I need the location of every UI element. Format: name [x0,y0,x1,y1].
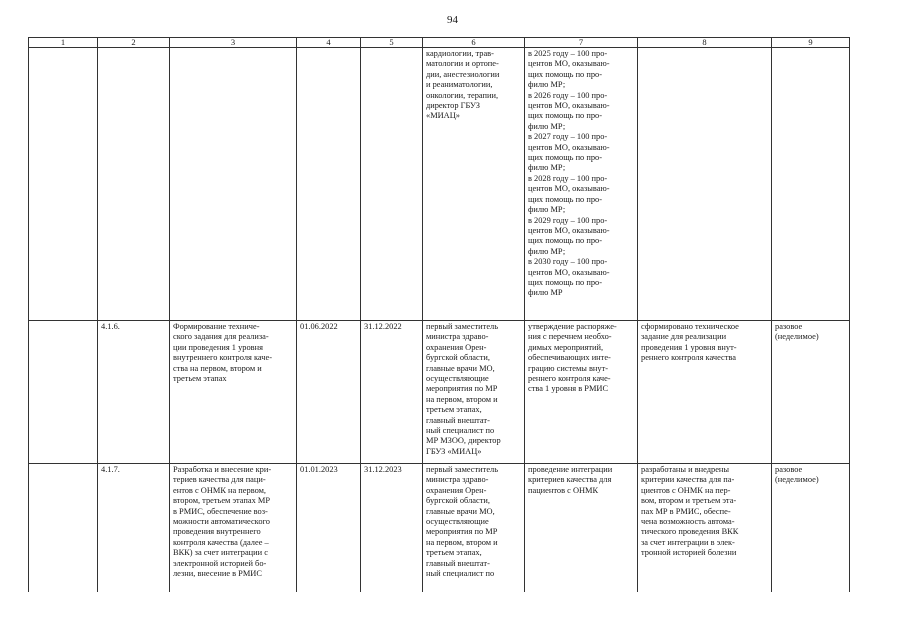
cell-text-line: «МИАЦ» [426,111,460,121]
cell-text-line: лезни, внесение в РМИС [173,569,262,579]
cell-text-line: критериев качества для [528,475,612,485]
cell-text-line: в 2027 году – 100 про- [528,132,608,142]
cell-text-line: тронной историей болезни [641,548,737,558]
cell-text-line: и реаниматологии, [426,80,493,90]
cell-text-line: филю МР [528,288,563,298]
result-cell [638,464,772,593]
item-code-cell [98,48,170,321]
row-number-cell [29,48,98,321]
cell-text-line: ный специалист по [426,569,495,579]
cell-text-line: задание для реализации [641,332,727,342]
cell-text-line: (неделимое) [775,332,819,342]
cell-text-line: критерии качества для па- [641,475,735,485]
cell-text-line: контроля качества (далее – [173,537,269,547]
cell-text-line: Формирование техниче- [173,322,260,331]
cell-text-line: третьем этапах, [426,405,482,415]
cell-text-line: министра здраво- [426,475,489,485]
cell-text-line: тического проведения ВКК [641,527,739,537]
cell-text-line: МР МЗОО, директор [426,436,501,446]
cell-text-line: 4.1.7. [101,465,120,474]
indicator-cell [525,464,638,593]
cell-text-line: чена возможность автома- [641,517,735,527]
cell-text-line: на первом, втором и [426,537,498,547]
column-header-9: 9 [772,38,850,48]
cell-text-line: в 2028 году – 100 про- [528,173,608,183]
cell-text-line: ции проведения 1 уровня [173,342,263,352]
header-row [29,38,850,48]
end-date-cell [361,48,423,321]
cell-text-line: реннего контроля качества [641,353,736,363]
cell-text-line: проведения 1 уровня внут- [641,342,737,352]
end-date-cell [361,464,423,593]
cell-text-line: директор ГБУЗ [426,101,480,111]
cell-text-line: (неделимое) [775,475,819,485]
cell-text-line: проведения внутреннего [173,527,261,537]
cell-text-line: в 2025 году – 100 про- [528,49,608,58]
cell-text-line: ского задания для реализа- [173,332,269,342]
cell-text-line: первый заместитель [426,322,499,331]
cell-text-line: димых мероприятий, [528,342,604,352]
cell-text-line: 4.1.6. [101,322,120,331]
cell-text-line: на первом, втором и [426,394,498,404]
cell-text-line: 31.12.2023 [364,465,402,474]
cell-text-line: ентов с ОНМК на первом, [173,485,267,495]
cell-text-line: в 2026 году – 100 про- [528,90,608,100]
cell-text-line: центов МО, оказываю- [528,101,610,111]
result-type-cell [772,464,850,593]
end-date-cell [361,321,423,464]
cell-text-line: кардиологии, трав- [426,49,494,58]
cell-text-line: главный внештат- [426,415,490,425]
cell-text-line: Разработка и внесение кри- [173,465,272,474]
cell-text-line: вом, втором и третьем эта- [641,496,737,506]
cell-text-line: центов МО, оказываю- [528,59,610,69]
cell-text-line: ГБУЗ «МИАЦ» [426,446,482,456]
cell-text-line: в 2030 году – 100 про- [528,257,608,267]
cell-text-line: пах МР в РМИС, обеспе- [641,506,731,516]
cell-text-line: за счет интеграции в элек- [641,537,735,547]
result-cell [638,321,772,464]
cell-text-line: охранения Орен- [426,485,487,495]
activity-cell [170,464,297,593]
column-header-4: 4 [297,38,361,48]
indicator-cell [525,321,638,464]
cell-text-line: реннего контроля каче- [528,374,611,384]
cell-text-line: 01.01.2023 [300,465,338,474]
column-header-8: 8 [638,38,772,48]
cell-text-line: сформировано техническое [641,322,739,331]
item-code-cell [98,464,170,593]
cell-text-line: главные врачи МО, [426,506,495,516]
cell-text-line: мероприятия по МР [426,384,498,394]
column-header-7: 7 [525,38,638,48]
cell-text-line: бургской области, [426,353,490,363]
start-date-cell [297,464,361,593]
cell-text-line: разовое [775,322,803,331]
cell-text-line: бургской области, [426,496,490,506]
start-date-cell [297,321,361,464]
cell-text-line: дии, анестезиологии [426,69,500,79]
cell-text-line: мероприятия по МР [426,527,498,537]
cell-text-line: филю МР; [528,163,566,173]
cell-text-line: охранения Орен- [426,342,487,352]
cell-text-line: ства 1 уровня в РМИС [528,384,609,394]
cell-text-line: разовое [775,465,803,474]
cell-text-line: онкологии, терапии, [426,90,499,100]
cell-text-line: главный внештат- [426,558,490,568]
cell-text-line: ВКК) за счет интеграции с [173,548,268,558]
cell-text-line: утверждение распоряже- [528,322,617,331]
column-header-1: 1 [29,38,98,48]
column-header-2: 2 [98,38,170,48]
cell-text-line: щих помощь по про- [528,153,602,163]
cell-text-line: в 2029 году – 100 про- [528,215,608,225]
table-row [29,48,850,321]
cell-text-line: третьем этапах, [426,548,482,558]
plan-table [28,37,850,592]
cell-text-line: центов МО, оказываю- [528,142,610,152]
column-header-3: 3 [170,38,297,48]
result-type-cell [772,321,850,464]
cell-text-line: щих помощь по про- [528,194,602,204]
responsible-cell [423,48,525,321]
responsible-cell [423,321,525,464]
column-header-6: 6 [423,38,525,48]
cell-text-line: ный специалист по [426,426,495,436]
activity-cell [170,321,297,464]
cell-text-line: внутреннего контроля каче- [173,353,272,363]
cell-text-line: щих помощь по про- [528,236,602,246]
page-number: 94 [447,14,458,26]
item-code-cell [98,321,170,464]
cell-text-line: электронной историей бо- [173,558,267,568]
cell-text-line: 01.06.2022 [300,322,338,331]
cell-text-line: осуществляющие [426,374,489,384]
cell-text-line: грацию системы внут- [528,363,609,373]
cell-text-line: ния с перечнем необхо- [528,332,612,342]
cell-text-line: филю МР; [528,205,566,215]
cell-text-line: разработаны и внедрены [641,465,730,474]
activity-cell [170,48,297,321]
cell-text-line: териев качества для паци- [173,475,266,485]
cell-text-line: филю МР; [528,121,566,131]
cell-text-line: министра здраво- [426,332,489,342]
row-number-cell [29,321,98,464]
cell-text-line: 31.12.2022 [364,322,402,331]
cell-text-line: циентов с ОНМК на пер- [641,485,731,495]
cell-text-line: щих помощь по про- [528,277,602,287]
cell-text-line: обеспечивающих инте- [528,353,611,363]
cell-text-line: пациентов с ОНМК [528,485,599,495]
cell-text-line: центов МО, оказываю- [528,225,610,235]
responsible-cell [423,464,525,593]
indicator-cell [525,48,638,321]
cell-text-line: центов МО, оказываю- [528,267,610,277]
table-row [29,321,850,464]
cell-text-line: ства на первом, втором и [173,363,262,373]
cell-text-line: можности автоматического [173,517,270,527]
table-row [29,464,850,593]
cell-text-line: в РМИС, обеспечение воз- [173,506,268,516]
cell-text-line: третьем этапах [173,374,227,384]
result-cell [638,48,772,321]
result-type-cell [772,48,850,321]
start-date-cell [297,48,361,321]
row-number-cell [29,464,98,593]
cell-text-line: филю МР; [528,80,566,90]
cell-text-line: втором, третьем этапах МР [173,496,270,506]
cell-text-line: центов МО, оказываю- [528,184,610,194]
cell-text-line: первый заместитель [426,465,499,474]
cell-text-line: щих помощь по про- [528,69,602,79]
column-header-5: 5 [361,38,423,48]
cell-text-line: матологии и ортопе- [426,59,499,69]
cell-text-line: филю МР; [528,246,566,256]
cell-text-line: осуществляющие [426,517,489,527]
cell-text-line: проведение интеграции [528,465,613,474]
cell-text-line: щих помощь по про- [528,111,602,121]
cell-text-line: главные врачи МО, [426,363,495,373]
